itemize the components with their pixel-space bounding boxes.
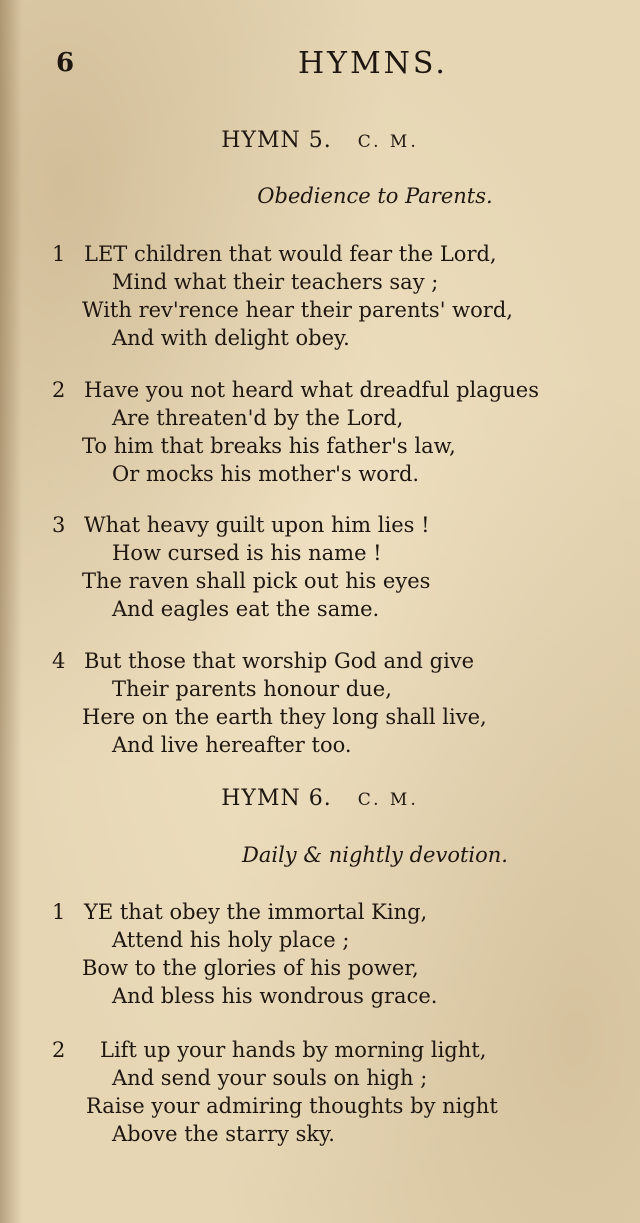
stanza-number: 2 [52,1038,66,1062]
stanza-number: 1 [52,242,66,266]
verse-text: What heavy guilt upon him lies ! [84,513,430,537]
verse-line: Or mocks his mother's word. [112,462,420,486]
stanza [52,240,612,352]
verse-text: LET children that would fear the Lord, [84,242,497,266]
verse-line: Attend his holy place ; [112,928,350,952]
verse-line: And bless his wondrous grace. [112,984,438,1008]
stanza [52,511,612,623]
page-number: 6 [56,48,75,78]
verse-line: Bow to the glories of his power, [82,956,419,980]
stanza [52,376,612,488]
hymn-title [0,786,640,811]
verse-line: And send your souls on high ; [112,1066,428,1090]
verse-line [52,898,612,926]
verse-line: The raven shall pick out his eyes [82,569,431,593]
verse-text: But those that worship God and give [84,649,475,673]
stanza [52,647,612,759]
running-head: HYMNS. [298,46,448,81]
hymn-number: HYMN 5. [221,128,332,153]
verse-line [52,647,612,675]
hymn-subtitle: Obedience to Parents. [257,184,493,208]
verse-line [52,511,612,539]
verse-line [52,1036,612,1064]
hymn-subtitle: Daily & nightly devotion. [242,843,508,867]
stanza [52,1036,612,1148]
verse-line: With rev'rence hear their parents' word, [82,298,513,322]
verse-text: YE that obey the immortal King, [84,900,428,924]
stanza-number: 2 [52,378,66,402]
verse-line: Are threaten'd by the Lord, [112,406,404,430]
stanza-number: 1 [52,900,66,924]
verse-line: To him that breaks his father's law, [82,434,456,458]
verse-line [52,240,612,268]
verse-line: Mind what their teachers say ; [112,270,439,294]
verse-line: And live hereafter too. [112,733,352,757]
stanza [52,898,612,1010]
verse-text: Lift up your hands by morning light, [100,1038,487,1062]
verse-text: Have you not heard what dreadful plagues [84,378,539,402]
hymn-number: HYMN 6. [221,786,332,811]
verse-line: Here on the earth they long shall live, [82,705,487,729]
verse-line: How cursed is his name ! [112,541,382,565]
hymn-meter: C. M. [357,790,419,810]
stanza-number: 4 [52,649,66,673]
hymn-title [0,128,640,153]
verse-line: And eagles eat the same. [112,597,380,621]
verse-line: And with delight obey. [112,326,350,350]
page-header [0,40,640,90]
stanza-number: 3 [52,513,66,537]
hymn-meter: C. M. [357,132,419,152]
verse-line: Above the starry sky. [112,1122,335,1146]
verse-line: Raise your admiring thoughts by night [86,1094,498,1118]
verse-line: Their parents honour due, [112,677,392,701]
verse-line [52,376,612,404]
